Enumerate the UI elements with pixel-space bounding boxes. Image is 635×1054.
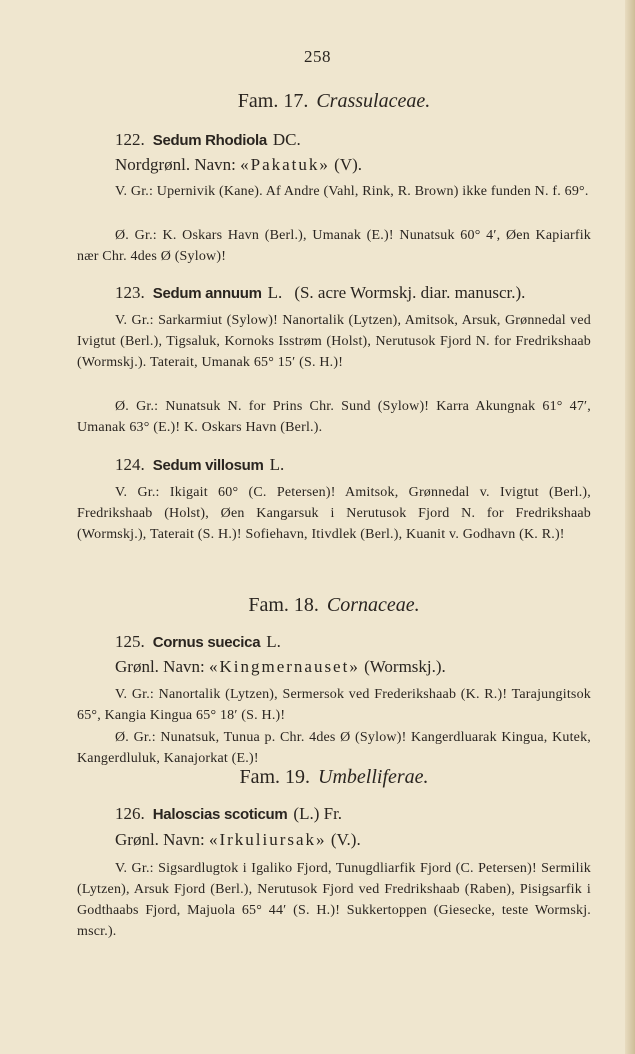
entry-number: 125. [115,632,145,651]
species-name: Cornus suecica [152,634,261,651]
entry-number: 122. [115,130,145,149]
entry-title [77,804,591,824]
paragraph: Ø. Gr.: K. Oskars Havn (Berl.), Umanak (E.)! Nunatsuk 60° 4′, Øen Kapiarfik nær Chr. 4des Ø (Sylow)! [77,228,591,264]
paragraph: Ø. Gr.: Nunatsuk, Tunua p. Chr. 4des Ø (Sylow)! Kangerdluarak Kingua, Kutek, Kangerdluluk, Kanajorkat (E.)! [77,730,591,766]
entry-title [77,130,591,150]
family-name: Cornaceae. [326,594,420,616]
vname-word: «Pakatuk» [240,155,330,174]
family-heading-17 [77,90,591,113]
vernacular-name-126 [77,830,591,850]
vname-word: «Irkuliursak» [208,830,327,849]
entry-number: 124. [115,455,145,474]
vname-suffix: (V.). [330,830,361,849]
vname-suffix: (V). [334,155,363,174]
vernacular-name-122 [77,155,591,175]
family-heading-19 [77,766,591,789]
author: (L.) Fr. [293,804,343,823]
entry-title [77,632,591,652]
vname-word: «Kingmernauset» [208,657,360,676]
family-label: Fam. 17. [237,90,309,112]
paragraph: V. Gr.: Sarkarmiut (Sylow)! Nanortalik (Lytzen), Amitsok, Arsuk, Grønnedal ved Ivigtut (Berl.), Tigsaluk, Kornoks Isstrøm (Holst), Nerutusok Fjord N. for Fredrikshaab (Wormskj.). Taterait, Umanak 65° 15′ (S. H.)! [77,313,591,370]
entry-number: 126. [115,804,145,823]
author: DC. [272,130,301,149]
paragraph: V. Gr.: Ikigait 60° (C. Petersen)! Amitsok, Grønnedal v. Ivigtut (Berl.), Fredrikshaab (Holst), Øen Kangarsuk i Nerutusok Fjord N. for Fredrikshaab (Wormskj.), Taterait (S. H.)! Sofiehavn, Itivdlek (Berl.), Kuanit v. Godhavn (K. R.)! [77,485,591,542]
entry-122 [77,130,591,150]
paragraph: V. Gr.: Sigsardlugtok i Igaliko Fjord, Tunugdliarfik Fjord (C. Petersen)! Sermilik (Lytzen), Arsuk Fjord (Berl.), Nerutusok Fjord ved Fredrikshaab (Raben), Pisigsarfik i Godthaabs Fjord, Majuola 65° 44′ (S. H.)! Sukkertoppen (Giesecke, teste Wormskj. mscr.). [77,861,591,939]
synonym-note: (S. acre Wormskj. diar. manuscr.). [294,283,526,302]
page-number: 258 [304,47,331,66]
author: L. [266,632,281,651]
family-name: Crassulaceae. [316,90,431,112]
author: L. [267,283,283,302]
family-heading-18 [77,594,591,617]
entry-title [77,283,591,303]
entry-title [77,455,591,475]
entry-number: 123. [115,283,145,302]
entry-124 [77,455,591,475]
species-name: Sedum villosum [152,457,264,474]
species-name: Haloscias scoticum [152,806,288,823]
vernacular-name-125 [77,657,591,677]
paragraph: V. Gr.: Nanortalik (Lytzen), Sermersok ved Frederikshaab (K. R.)! Tarajungitsok 65°, Kangia Kingua 65° 18′ (S. H.)! [77,687,591,723]
family-label: Fam. 18. [248,594,319,616]
species-name: Sedum annuum [152,285,262,302]
family-name: Umbelliferae. [318,766,429,788]
entry-125 [77,632,591,652]
paragraph: Ø. Gr.: Nunatsuk N. for Prins Chr. Sund (Sylow)! Karra Akungnak 61° 47′, Umanak 63° (E.)! K. Oskars Havn (Berl.). [77,399,591,435]
vname-suffix: (Wormskj.). [364,657,446,676]
page-edge [625,0,635,1054]
entry-126 [77,804,591,824]
family-label: Fam. 19. [239,766,311,788]
entry-123 [77,283,591,303]
paragraph: V. Gr.: Upernivik (Kane). Af Andre (Vahl, Rink, R. Brown) ikke funden N. f. 69°. [115,184,589,199]
vname-prefix: Nordgrønl. Navn: [115,155,236,174]
species-name: Sedum Rhodiola [152,132,267,149]
vname-prefix: Grønl. Navn: [115,657,205,676]
author: L. [269,455,285,474]
vname-prefix: Grønl. Navn: [115,830,205,849]
